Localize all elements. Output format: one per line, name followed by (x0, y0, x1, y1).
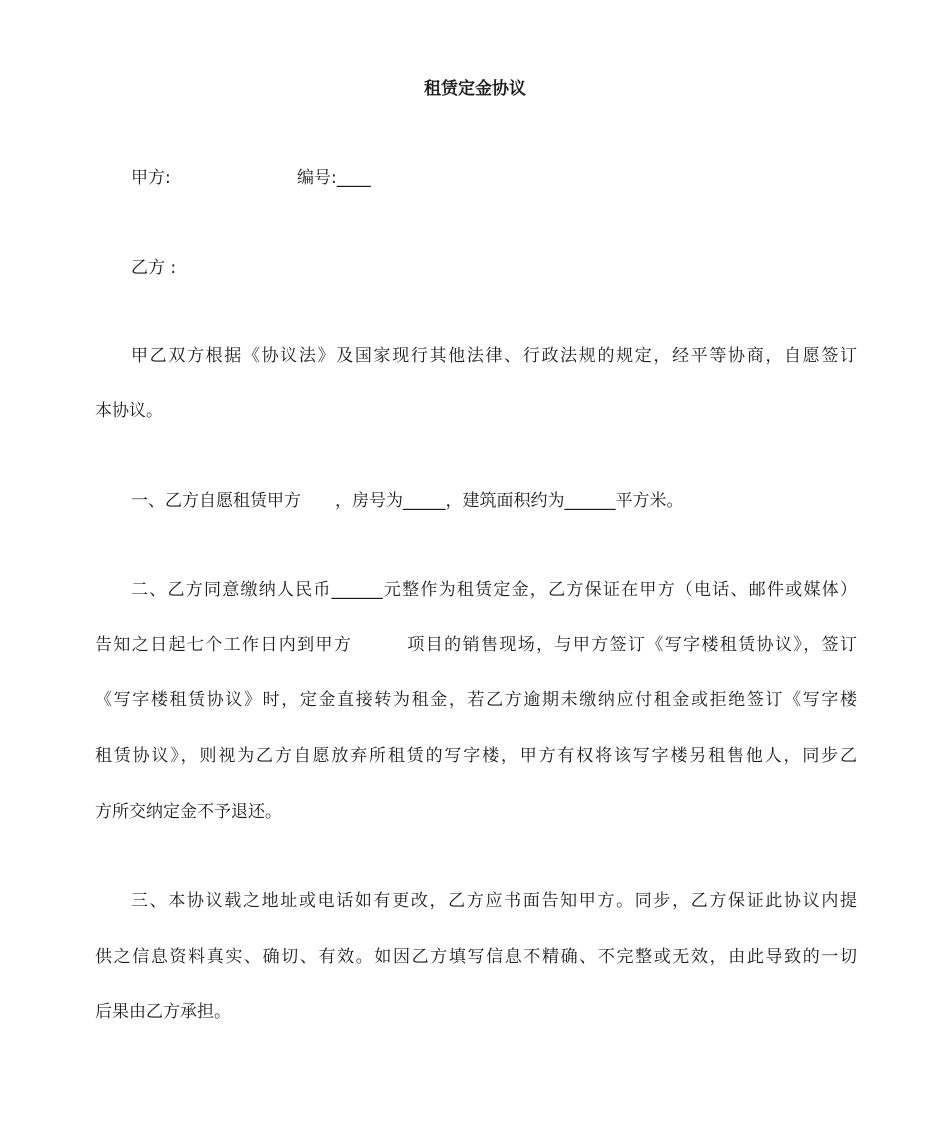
paragraph-line: 《写字楼租赁协议》时，定金直接转为租金，若乙方逾期未缴纳应付租金或拒绝签订《写字楼 (95, 690, 857, 710)
paragraph-line: 本协议。 (95, 401, 163, 421)
document-title: 租赁定金协议 (424, 79, 526, 99)
paragraph-line: 二、乙方同意缴纳人民币______元整作为租赁定金，乙方保证在甲方（电话、邮件或媒体） (131, 580, 857, 600)
paragraph-line: 供之信息资料真实、确切、有效。如因乙方填写信息不精确、不完整或无效，由此导致的一切 (95, 947, 857, 967)
paragraph-line: 方所交纳定金不予退还。 (95, 802, 282, 822)
paragraph-line: 告知之日起七个工作日内到甲方 项目的销售现场，与甲方签订《写字楼租赁协议》，签订 (95, 635, 857, 655)
paragraph-line: 后果由乙方承担。 (95, 1002, 231, 1022)
paragraph-line: 甲乙双方根据《协议法》及国家现行其他法律、行政法规的规定，经平等协商，自愿签订 (131, 346, 857, 366)
paragraph-line: 三、本协议载之地址或电话如有更改，乙方应书面告知甲方。同步，乙方保证此协议内提 (131, 891, 857, 911)
paragraph-line: 租赁协议》，则视为乙方自愿放弃所租赁的写字楼，甲方有权将该写字楼另租售他人，同步乙 (95, 746, 857, 766)
number-label: 编号:____ (297, 168, 371, 188)
party-a-label: 甲方: (131, 168, 171, 188)
paragraph-line: 一、乙方自愿租赁甲方 ，房号为_____，建筑面积约为______平方米。 (131, 491, 684, 511)
party-b-label: 乙方 : (131, 258, 177, 278)
header-line-party-a (95, 165, 857, 191)
